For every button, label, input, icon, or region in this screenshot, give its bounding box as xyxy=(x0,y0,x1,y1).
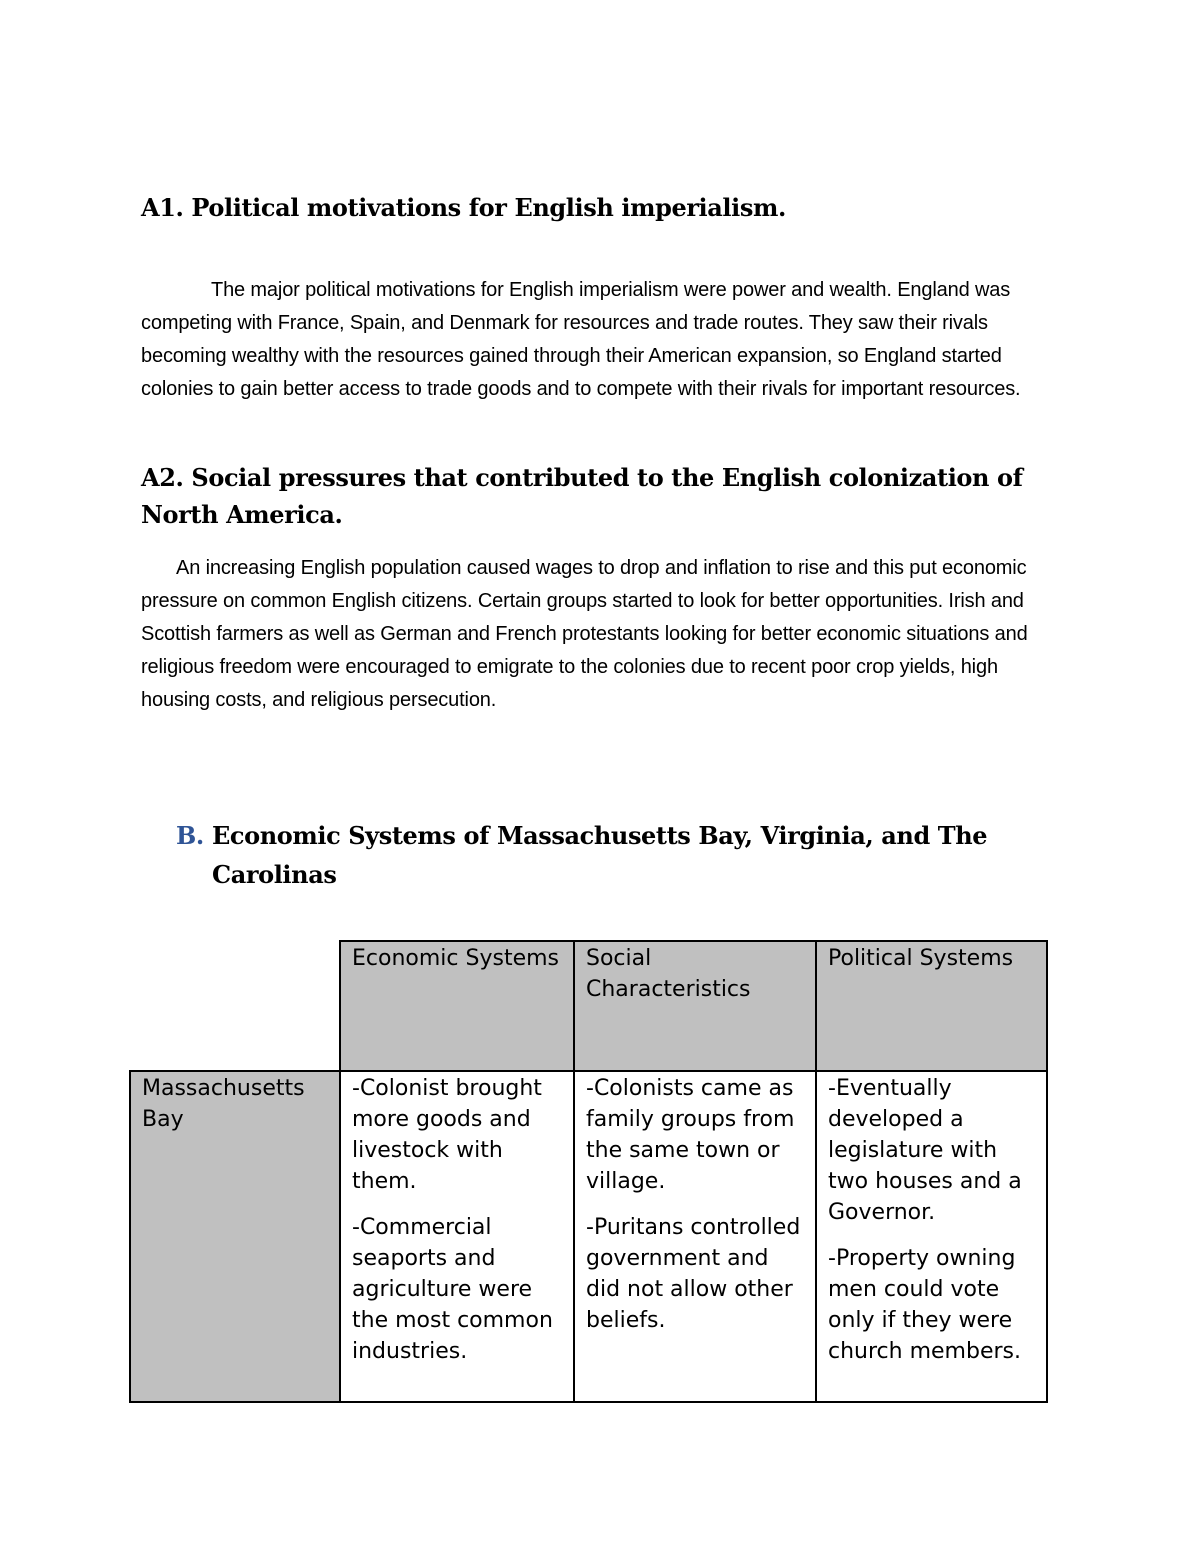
column-header-political-systems xyxy=(815,940,1048,1072)
section-b-list-number: B. xyxy=(176,821,204,850)
cell-bullet: -Eventually developed a legislature with two houses and a Governor. xyxy=(828,1076,1022,1225)
cell-bullet: -Puritans controlled government and did not allow other beliefs. xyxy=(586,1215,801,1333)
cell-massachusetts-political xyxy=(815,1070,1048,1403)
section-a2-paragraph: An increasing English population caused wages to drop and inflation to rise and this put economic pressure on common English citizens. Certain groups started to look for better opportunities. Irish and Scottish farmers as well as German and French protestants looking for better economic situations and religious freedom were encouraged to emigrate to the colonies due to recent poor crop yields, high housing costs, and religious persecution. xyxy=(141,557,1028,711)
column-header-label: Social Characteristics xyxy=(586,946,751,1002)
cell-massachusetts-economic xyxy=(339,1070,575,1403)
section-b-heading xyxy=(176,816,996,894)
cell-bullet: -Colonists came as family groups from the same town or village. xyxy=(586,1076,795,1194)
cell-bullet: -Colonist brought more goods and livestock with them. xyxy=(352,1076,542,1194)
row-header-label: Massachusetts Bay xyxy=(142,1076,305,1132)
column-header-economic-systems xyxy=(339,940,575,1072)
row-header-massachusetts-bay xyxy=(129,1070,341,1403)
column-header-label: Political Systems xyxy=(828,946,1014,971)
column-header-label: Economic Systems xyxy=(352,946,559,971)
section-a1-paragraph: The major political motivations for English imperialism were power and wealth. England was competing with France, Spain, and Denmark for resources and trade routes. They saw their rivals becoming wealthy with the resources gained through their American expansion, so England started colonies to gain better access to trade goods and to compete with their rivals for important resources. xyxy=(141,279,1021,400)
column-header-social-characteristics xyxy=(573,940,817,1072)
section-a2-heading: A2. Social pressures that contributed to the English colonization of North America. xyxy=(141,463,1023,529)
cell-massachusetts-social xyxy=(573,1070,817,1403)
cell-bullet: -Property owning men could vote only if they were church members. xyxy=(828,1246,1021,1364)
section-b-heading-text: Economic Systems of Massachusetts Bay, Virginia, and The Carolinas xyxy=(212,821,988,889)
cell-bullet: -Commercial seaports and agriculture were the most common industries. xyxy=(352,1215,553,1364)
section-a1-heading: A1. Political motivations for English imperialism. xyxy=(141,193,786,222)
